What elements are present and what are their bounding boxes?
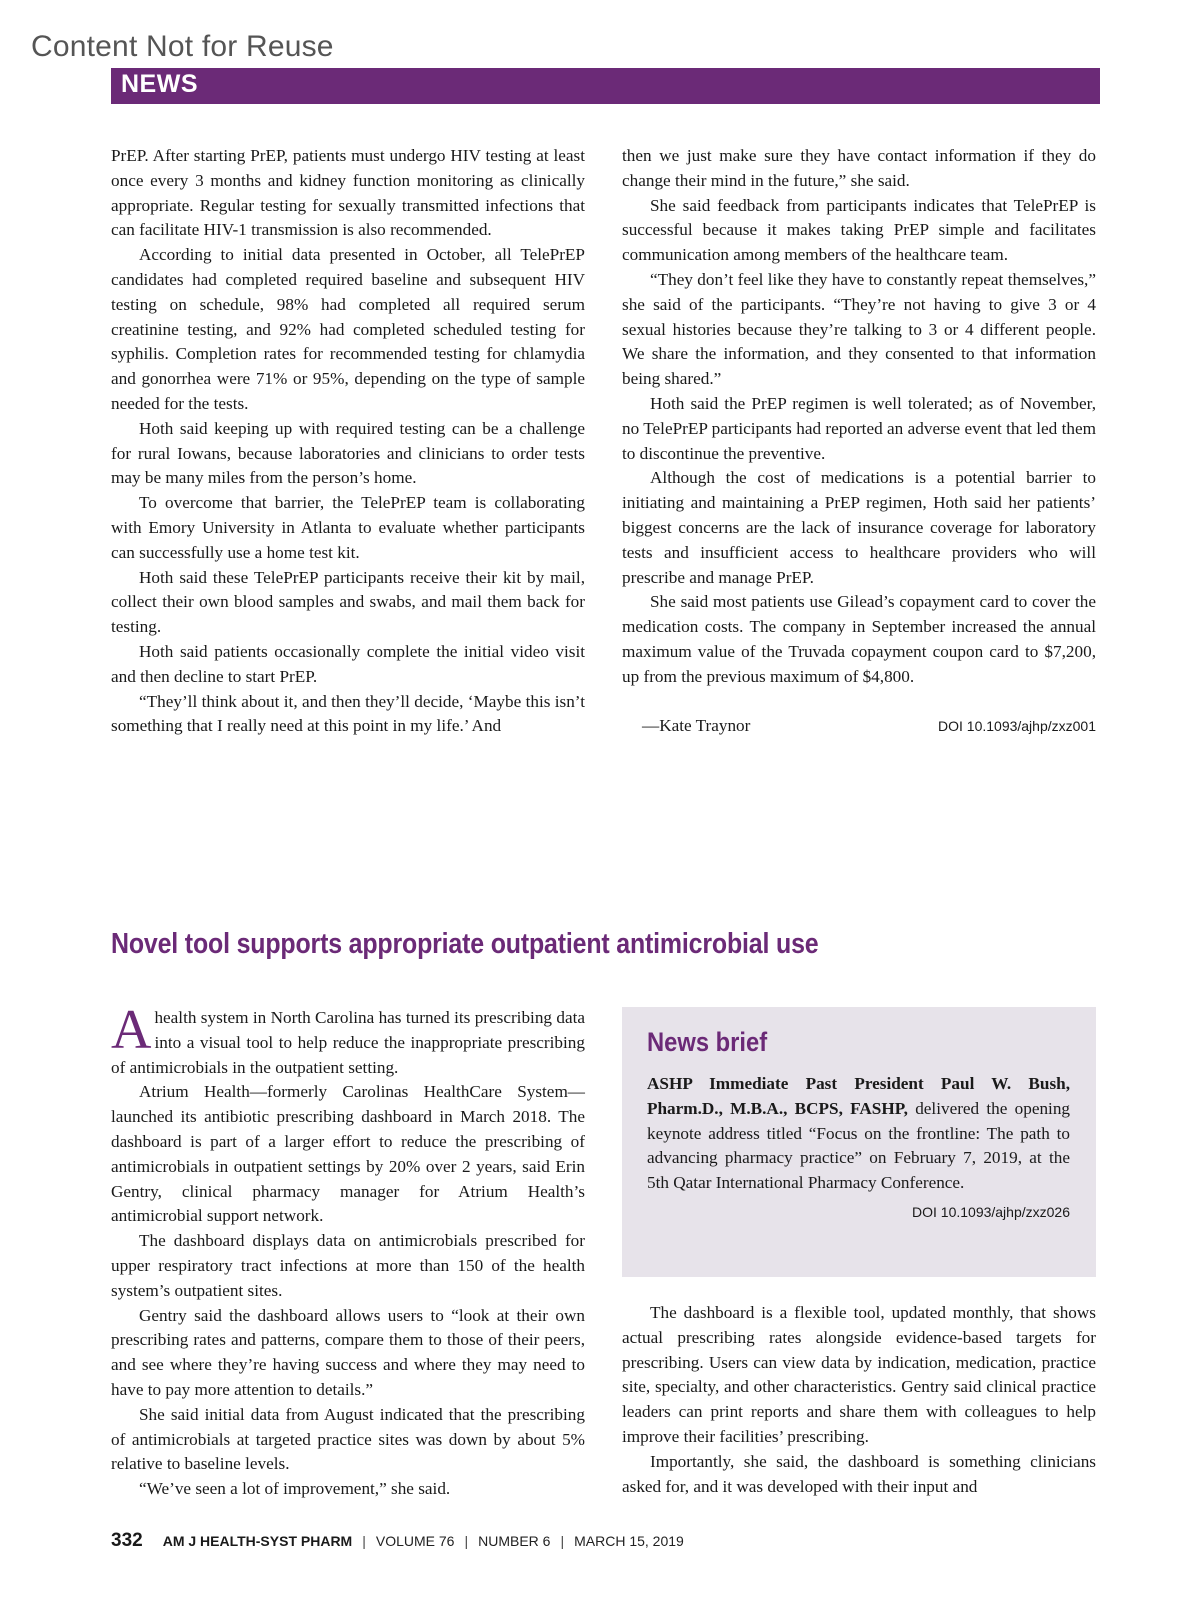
- news-brief-bold-lead: ASHP Immediate Past President Paul W. Bush, Pharm.D., M.B.A., BCPS, FASHP,: [647, 1074, 1070, 1118]
- paragraph: Hoth said keeping up with required testing can be a challenge for rural Iowans, because laboratories and clinicians to order tests may be many miles from the person’s home.: [111, 418, 585, 488]
- paragraph: Hoth said patients occasionally complete the initial video visit and then decline to start PrEP.: [111, 641, 585, 686]
- page-footer: [111, 1530, 684, 1552]
- paragraph: Atrium Health—formerly Carolinas HealthCare System—launched its antibiotic prescribing dashboard in March 2018. The dashboard is part of a larger effort to reduce the prescribing of antimicrobials in outpatient settings by 20% over 2 years, said Erin Gentry, clinical pharmacy manager for Atrium Health’s antimicrobial support network.: [111, 1082, 585, 1226]
- footer-separator: |: [464, 1533, 469, 1549]
- article2-headline: Novel tool supports appropriate outpatient antimicrobial use: [111, 928, 819, 960]
- paragraph: She said most patients use Gilead’s copayment card to cover the medication costs. The company in September increased the annual maximum value of the Truvada copayment coupon card to $7,200, up from the previous maximum of $4,800.: [622, 592, 1096, 686]
- article1-column-right: [622, 144, 1096, 738]
- paragraph: “They don’t feel like they have to constantly repeat themselves,” she said of the participants. “They’re not having to give 3 or 4 sexual histories because they’re talking to 3 or 4 different people. We share the information, and they consented to that information being shared.”: [622, 269, 1096, 389]
- paragraph: To overcome that barrier, the TelePrEP team is collaborating with Emory University in Atlanta to evaluate whether participants can successfully use a home test kit.: [111, 493, 585, 562]
- article2-column-right: [622, 1301, 1096, 1499]
- paragraph-lead: [111, 999, 585, 1080]
- news-brief-text: [647, 1072, 1070, 1196]
- paragraph: She said feedback from participants indicates that TelePrEP is successful because it makes taking PrEP simple and facilitates communication among members of the healthcare team.: [622, 195, 1096, 265]
- paragraph: Gentry said the dashboard allows users to “look at their own prescribing rates and patterns, compare them to those of their peers, and see where they’re having success and where they may need to have to pay more attention to details.”: [111, 1305, 585, 1399]
- volume: VOLUME 76: [375, 1533, 455, 1549]
- issue-date: MARCH 15, 2019: [574, 1533, 684, 1549]
- paragraph: “We’ve seen a lot of improvement,” she said.: [139, 1479, 451, 1499]
- news-brief-body: delivered the opening keynote address titled “Focus on the frontline: The path to advancing pharmacy practice” on February 7, 2019, at the 5th Qatar International Pharmacy Conference.: [647, 1098, 1071, 1193]
- section-label: NEWS: [121, 70, 198, 98]
- lead-text: health system in North Carolina has turned its prescribing data into a visual tool to help reduce the inappropriate prescribing of antimicrobials in the outpatient setting.: [111, 1008, 585, 1077]
- paragraph: Hoth said the PrEP regimen is well tolerated; as of November, no TelePrEP participants had reported an adverse event that led them to discontinue the preventive.: [622, 393, 1096, 463]
- paragraph: According to initial data presented in October, all TelePrEP candidates had completed required baseline and subsequent HIV testing on schedule, 98% had completed all required serum creatinine testing, and 92% had completed scheduled testing for syphilis. Completion rates for recommended testing for chlamydia and gonorrhea were 71% or 95%, depending on the type of sample needed for the tests.: [111, 245, 585, 413]
- watermark: Content Not for Reuse: [31, 30, 334, 63]
- article2-column-left: [111, 999, 585, 1502]
- paragraph: The dashboard is a flexible tool, updated monthly, that shows actual prescribing rates alongside evidence-based targets for prescribing. Users can view data by indication, medication, practice site, specialty, and other characteristics. Gentry said clinical practice leaders can print reports and share them with colleagues to help improve their facilities’ prescribing.: [622, 1303, 1096, 1446]
- section-header-bar: [111, 68, 1100, 104]
- paragraph: Although the cost of medications is a potential barrier to initiating and maintaining a PrEP regimen, Hoth said her patients’ biggest concerns are the lack of insurance coverage for laboratory tests and insufficient access to healthcare providers who will prescribe and manage PrEP.: [622, 468, 1096, 587]
- footer-separator: |: [362, 1533, 366, 1549]
- drop-cap: A: [111, 999, 152, 1061]
- footer-separator: |: [560, 1533, 565, 1549]
- news-brief-doi: DOI 10.1093/ajhp/zxz026: [912, 1203, 1070, 1220]
- article1-doi: DOI 10.1093/ajhp/zxz001: [938, 717, 1096, 734]
- page-number: 332: [111, 1530, 143, 1551]
- paragraph: The dashboard displays data on antimicrobials prescribed for upper respiratory tract infections at more than 150 of the health system’s outpatient sites.: [111, 1231, 585, 1300]
- paragraph: PrEP. After starting PrEP, patients must undergo HIV testing at least once every 3 months and kidney function monitoring as clinically appropriate. Regular testing for sexually transmitted infections that can facilitate HIV-1 transmission is also recommended.: [111, 146, 585, 240]
- paragraph: Hoth said these TelePrEP participants receive their kit by mail, collect their own blood samples and swabs, and mail them back for testing.: [111, 567, 585, 637]
- news-brief-box: [622, 1007, 1096, 1277]
- paragraph: “They’ll think about it, and then they’ll decide, ‘Maybe this isn’t something that I really need at this point in my life.’ And: [111, 691, 585, 736]
- paragraph: She said initial data from August indicated that the prescribing of antimicrobials at targeted practice sites was down by about 5% relative to baseline levels.: [111, 1404, 585, 1474]
- news-brief-title: News brief: [647, 1027, 768, 1057]
- article1-signoff: [622, 714, 1096, 739]
- issue-number: NUMBER 6: [478, 1533, 551, 1549]
- paragraph: then we just make sure they have contact information if they do change their mind in the future,” she said.: [622, 146, 1096, 190]
- paragraph: Importantly, she said, the dashboard is something clinicians asked for, and it was developed with their input and: [622, 1451, 1096, 1496]
- author-byline: —Kate Traynor: [642, 715, 751, 735]
- journal-name: AM J HEALTH-SYST PHARM: [162, 1533, 353, 1549]
- article1-column-left: [111, 144, 585, 739]
